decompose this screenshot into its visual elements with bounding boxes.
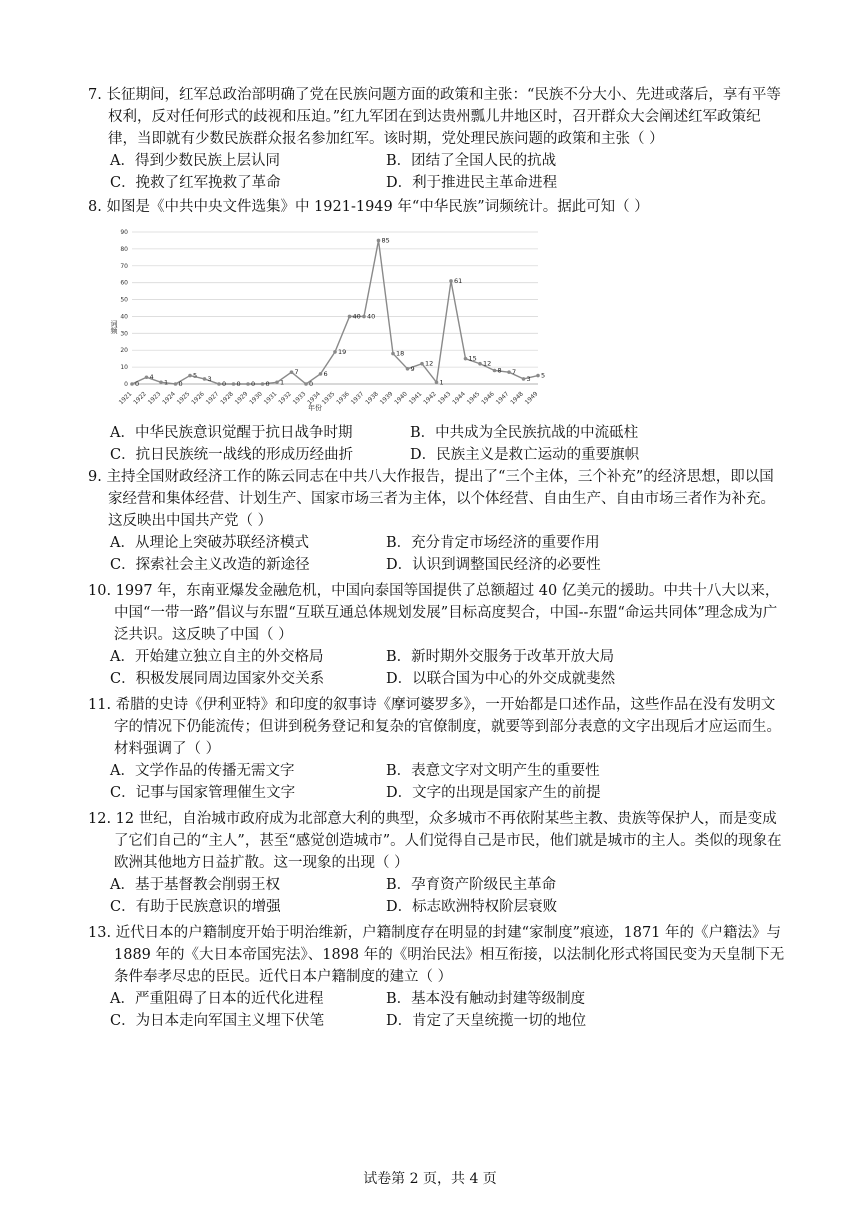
data-point xyxy=(464,357,468,361)
y-tick-labels xyxy=(120,229,128,388)
data-label: 18 xyxy=(396,349,405,358)
question-8 xyxy=(88,196,788,218)
data-label: 4 xyxy=(149,373,154,382)
option-c[interactable]: C．挽救了红军挽救了革命 xyxy=(110,175,281,191)
data-point xyxy=(449,279,453,283)
option-a[interactable]: A．文学作品的传播无需文字 xyxy=(110,763,295,779)
option-d[interactable]: D．文字的出现是国家产生的前提 xyxy=(386,785,601,801)
data-point xyxy=(507,370,511,374)
data-point xyxy=(130,382,134,386)
x-axis-label: 年份 xyxy=(308,404,322,412)
options xyxy=(110,988,788,1032)
data-point xyxy=(145,375,149,379)
options xyxy=(110,760,788,804)
y-tick-label: 60 xyxy=(120,279,128,287)
data-point xyxy=(319,372,323,376)
data-point xyxy=(232,382,236,386)
data-point xyxy=(522,377,526,381)
option-b[interactable]: B．新时期外交服务于改革开放大局 xyxy=(386,649,615,665)
x-tick-label: 1922 xyxy=(132,390,148,407)
x-tick-label: 1921 xyxy=(117,390,134,407)
x-tick-label: 1940 xyxy=(393,390,409,407)
option-b[interactable]: B．中共成为全民族抗战的中流砥柱 xyxy=(410,425,639,441)
y-tick-label: 30 xyxy=(120,330,128,338)
option-a[interactable]: A．开始建立独立自主的外交格局 xyxy=(110,649,324,665)
x-tick-label: 1937 xyxy=(349,390,366,407)
option-b[interactable]: B．表意文字对文明产生的重要性 xyxy=(386,763,600,779)
data-label: 61 xyxy=(454,276,463,285)
option-a[interactable]: A．中华民族意识觉醒于抗日战争时期 xyxy=(110,425,353,441)
options xyxy=(110,150,788,194)
data-point xyxy=(478,362,482,366)
option-d[interactable]: D．肯定了天皇统揽一切的地位 xyxy=(386,1013,587,1029)
data-point xyxy=(304,382,308,386)
x-tick-label: 1933 xyxy=(291,390,308,407)
x-tick-label: 1939 xyxy=(378,390,395,407)
x-tick-label: 1927 xyxy=(204,390,221,407)
y-tick-label: 80 xyxy=(120,245,128,253)
x-tick-label: 1925 xyxy=(175,390,192,407)
data-label: 6 xyxy=(323,369,328,378)
data-point xyxy=(159,381,163,385)
data-point xyxy=(275,381,279,385)
x-tick-label: 1929 xyxy=(233,390,250,407)
data-points xyxy=(130,239,540,386)
question-12 xyxy=(88,808,788,918)
data-point xyxy=(406,367,410,371)
question-8-options xyxy=(88,422,788,466)
option-b[interactable]: B．孕育资产阶级民主革命 xyxy=(386,877,557,893)
data-label: 5 xyxy=(193,371,198,380)
question-13 xyxy=(88,922,788,1032)
options xyxy=(110,646,788,690)
option-d[interactable]: D．标志欧洲特权阶层衰败 xyxy=(386,899,558,915)
data-point xyxy=(377,239,381,243)
x-tick-label: 1930 xyxy=(248,390,264,407)
data-point xyxy=(290,370,294,374)
y-tick-label: 20 xyxy=(120,347,128,355)
question-stem: 8. 如图是《中共中央文件选集》中 1921-1949 年“中华民族”词频统计。据此可知（ ） xyxy=(88,199,649,215)
data-labels xyxy=(135,236,545,388)
data-label: 1 xyxy=(164,378,169,387)
data-label: 85 xyxy=(381,236,390,245)
y-tick-label: 0 xyxy=(124,381,128,388)
option-a[interactable]: A．基于基督教会削弱王权 xyxy=(110,877,280,893)
option-c[interactable]: C．抗日民族统一战线的形成历经曲折 xyxy=(110,447,354,463)
data-label: 0 xyxy=(265,380,270,388)
data-point xyxy=(493,369,497,373)
option-b[interactable]: B．团结了全国人民的抗战 xyxy=(386,153,557,169)
x-tick-label: 1946 xyxy=(480,390,496,407)
option-d[interactable]: D．认识到调整国民经济的必要性 xyxy=(386,557,601,573)
data-label: 3 xyxy=(207,374,212,383)
x-tick-label: 1923 xyxy=(146,390,163,407)
question-9 xyxy=(88,466,788,576)
x-tick-label: 1936 xyxy=(335,390,351,407)
data-label: 0 xyxy=(309,380,314,388)
x-tick-label: 1935 xyxy=(320,390,337,407)
x-tick-label: 1941 xyxy=(407,390,424,407)
option-c[interactable]: C．为日本走向军国主义埋下伏笔 xyxy=(110,1013,325,1029)
option-d[interactable]: D．利于推进民主革命进程 xyxy=(386,175,558,191)
option-b[interactable]: B．充分肯定市场经济的重要作用 xyxy=(386,535,600,551)
data-label: 12 xyxy=(425,359,434,368)
data-label: 7 xyxy=(512,368,517,377)
data-point xyxy=(435,381,439,385)
option-a[interactable]: A．得到少数民族上层认同 xyxy=(110,153,280,169)
x-tick-label: 1949 xyxy=(523,390,540,407)
x-tick-label: 1926 xyxy=(190,390,206,407)
data-point xyxy=(348,315,352,319)
question-stem: 9. 主持全国财政经济工作的陈云同志在中共八大作报告，提出了“三个主体，三个补充”的经济思想，即以国家经营和集体经营、计划生产、国家市场三者为主体，以个体经营、自由生产、自由市场三者作为补充。这反映出中国共产党（ ） xyxy=(88,469,775,529)
y-tick-label: 40 xyxy=(120,313,128,321)
data-point xyxy=(203,377,207,381)
page-footer: 试卷第 2 页，共 4 页 xyxy=(363,1171,497,1187)
x-tick-label: 1931 xyxy=(262,390,279,407)
data-label: 19 xyxy=(338,347,347,356)
options xyxy=(110,874,788,918)
x-tick-label: 1944 xyxy=(451,390,467,407)
question-10 xyxy=(88,580,788,690)
data-point xyxy=(362,315,366,319)
data-point xyxy=(174,382,178,386)
data-point xyxy=(420,362,424,366)
y-tick-label: 50 xyxy=(120,296,128,304)
question-stem: 12. 12 世纪，自治城市政府成为北部意大利的典型，众多城市不再依附某些主教、贵族等保护人，而是变成了它们自己的“主人”，甚至“感觉创造城市”。人们觉得自己是市民，他们就是城市的主人。类似的现象在欧洲其他地方日益扩散。这一现象的出现（ ） xyxy=(88,811,782,871)
data-point xyxy=(391,352,395,356)
x-tick-label: 1924 xyxy=(161,390,177,407)
option-a[interactable]: A．严重阻碍了日本的近代化进程 xyxy=(110,991,324,1007)
x-tick-label: 1947 xyxy=(494,390,511,407)
x-tick-labels xyxy=(118,390,540,406)
question-stem: 10. 1997 年，东南亚爆发金融危机，中国向泰国等国提供了总额超过 40 亿美元的援助。中共十八大以来，中国“一带一路”倡议与东盟“互联互通总体规划发展”目标高度契合，中国--东盟“命运共同体”理念成为广泛共识。这反映了中国（ ） xyxy=(88,583,780,643)
data-label: 15 xyxy=(468,354,477,363)
y-tick-label: 10 xyxy=(120,364,128,372)
data-label: 7 xyxy=(294,368,299,377)
option-c[interactable]: C．积极发展同周边国家外交关系 xyxy=(110,671,325,687)
options xyxy=(110,532,788,576)
option-c[interactable]: C．探索社会主义改造的新途径 xyxy=(110,557,310,573)
data-label: 5 xyxy=(541,371,546,380)
question-stem: 11. 希腊的史诗《伊利亚特》和印度的叙事诗《摩诃婆罗多》，一开始都是口述作品，这些作品在没有发明文字的情况下仍能流传；但讲到税务登记和复杂的官僚制度，就要等到部分表意的文字出现后才应运而生。材料强调了（ ） xyxy=(88,697,781,757)
chart-grid xyxy=(132,232,538,387)
data-label: 0 xyxy=(251,380,256,388)
option-a[interactable]: A．从理论上突破苏联经济模式 xyxy=(110,535,309,551)
data-point xyxy=(261,382,265,386)
data-label: 9 xyxy=(410,364,415,373)
y-tick-label: 90 xyxy=(120,229,128,236)
data-point xyxy=(333,350,337,354)
x-tick-label: 1938 xyxy=(364,390,380,407)
data-label: 12 xyxy=(483,359,492,368)
x-tick-label: 1948 xyxy=(509,390,525,407)
option-d[interactable]: D．以联合国为中心的外交成就斐然 xyxy=(386,671,616,687)
x-tick-label: 1934 xyxy=(306,390,322,407)
data-label: 1 xyxy=(439,378,444,387)
data-label: 0 xyxy=(178,380,183,388)
data-point xyxy=(188,374,192,378)
series-line xyxy=(132,240,538,387)
data-label: 40 xyxy=(352,312,361,321)
data-point xyxy=(536,374,540,378)
option-b[interactable]: B．基本没有触动封建等级制度 xyxy=(386,991,586,1007)
data-label: 0 xyxy=(236,380,241,388)
option-c[interactable]: C．有助于民族意识的增强 xyxy=(110,899,281,915)
data-point xyxy=(217,382,221,386)
x-tick-label: 1928 xyxy=(219,390,235,407)
x-tick-label: 1942 xyxy=(422,390,438,407)
option-c[interactable]: C．记事与国家管理催生文字 xyxy=(110,785,296,801)
data-label: 0 xyxy=(135,380,140,388)
word-frequency-chart xyxy=(112,224,544,414)
data-label: 8 xyxy=(497,366,502,375)
options xyxy=(110,422,788,466)
data-label: 3 xyxy=(526,374,531,383)
data-label: 0 xyxy=(222,380,227,388)
y-axis-label: 词频 xyxy=(110,320,118,334)
x-tick-label: 1932 xyxy=(277,390,293,407)
data-point xyxy=(246,382,250,386)
y-tick-label: 70 xyxy=(120,262,128,270)
x-tick-label: 1943 xyxy=(436,390,453,407)
x-tick-label: 1945 xyxy=(465,390,482,407)
question-stem: 7. 长征期间，红军总政治部明确了党在民族问题方面的政策和主张：“民族不分大小、先进或落后，享有平等权利，反对任何形式的歧视和压迫。”红九军团在到达贵州瓢儿井地区时，召开群众大会阐述红军政策纪律，当即就有少数民族群众报名参加红军。该时期，党处理民族问题的政策和主张（ ） xyxy=(88,87,781,147)
question-stem: 13. 近代日本的户籍制度开始于明治维新，户籍制度存在明显的封建“家制度”痕迹，1871 年的《户籍法》与 1889 年的《大日本帝国宪法》、1898 年的《明治民法》相互衔接，以法制化形式将国民变为天皇制下无条件奉孝尽忠的臣民。近代日本户籍制度的建立（ ） xyxy=(88,925,785,985)
data-label: 1 xyxy=(280,378,285,387)
question-7 xyxy=(88,84,788,194)
option-d[interactable]: D．民族主义是救亡运动的重要旗帜 xyxy=(410,447,640,463)
question-11 xyxy=(88,694,788,804)
data-label: 40 xyxy=(367,312,376,321)
